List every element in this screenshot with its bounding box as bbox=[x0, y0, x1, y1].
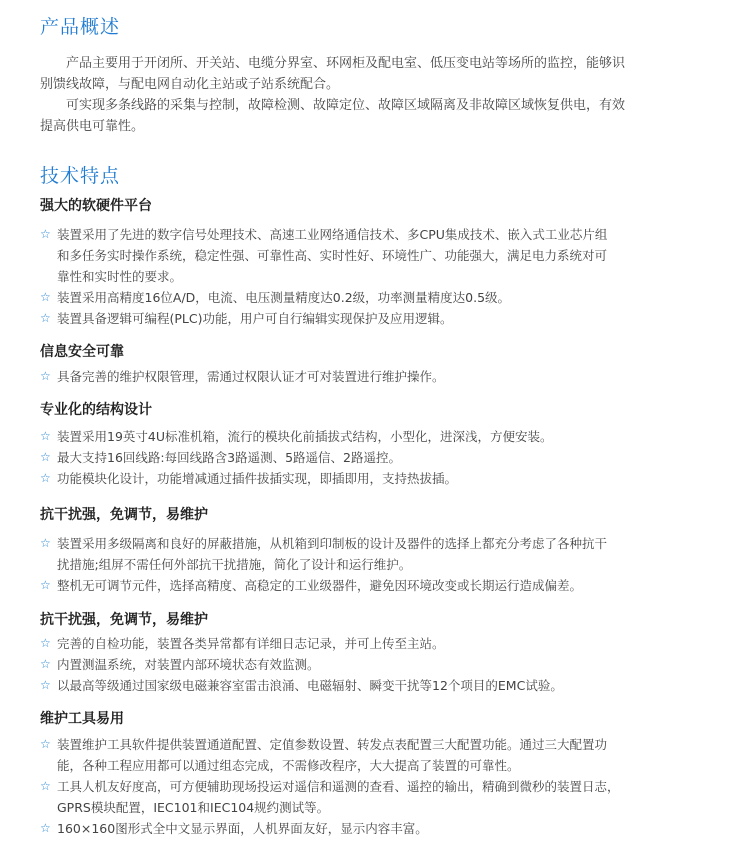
list-item: ☆ 最大支持16回线路:每回线路含3路遥测、5路遥信、2路遥控。 bbox=[40, 447, 695, 468]
list-item: ☆ 整机无可调节元件，选择高精度、高稳定的工业级器件，避免因环境改变或长期运行造成偏差。 bbox=[40, 575, 695, 596]
feature-list bbox=[40, 533, 695, 596]
section-heading: 抗干扰强，免调节，易维护 bbox=[40, 507, 208, 523]
feature-list bbox=[40, 633, 695, 696]
star-bullet-icon: ☆ bbox=[40, 657, 51, 671]
list-item: ☆ 装置采用19英寸4U标准机箱，流行的模块化前插拔式结构，小型化，进深浅，方便安装。 bbox=[40, 426, 695, 447]
overview-paragraph: 可实现多条线路的采集与控制，故障检测、故障定位、故障区域隔离及非故障区域恢复供电，有效 提高供电可靠性。 bbox=[40, 98, 626, 134]
section-heading: 信息安全可靠 bbox=[40, 344, 124, 360]
section-heading: 专业化的结构设计 bbox=[40, 402, 152, 418]
star-bullet-icon: ☆ bbox=[40, 779, 51, 793]
feature-list bbox=[40, 366, 695, 387]
feature-list bbox=[40, 734, 695, 839]
star-bullet-icon: ☆ bbox=[40, 636, 51, 650]
section-heading: 维护工具易用 bbox=[40, 711, 124, 727]
star-bullet-icon: ☆ bbox=[40, 578, 51, 592]
overview-body bbox=[40, 53, 690, 137]
section-heading: 抗干扰强，免调节，易维护 bbox=[40, 612, 208, 628]
star-bullet-icon: ☆ bbox=[40, 450, 51, 464]
star-bullet-icon: ☆ bbox=[40, 290, 51, 304]
list-item: ☆ 装置采用多级隔离和良好的屏蔽措施，从机箱到印制板的设计及器件的选择上都充分考虑了各种抗干 扰措施;组屏不需任何外部抗干扰措施，简化了设计和运行维护。 bbox=[40, 533, 695, 575]
list-item: ☆ 内置测温系统，对装置内部环境状态有效监测。 bbox=[40, 654, 695, 675]
list-item: ☆ 装置具备逻辑可编程(PLC)功能，用户可自行编辑实现保护及应用逻辑。 bbox=[40, 308, 695, 329]
star-bullet-icon: ☆ bbox=[40, 429, 51, 443]
section-heading: 强大的软硬件平台 bbox=[40, 198, 152, 214]
star-bullet-icon: ☆ bbox=[40, 678, 51, 692]
list-item: ☆ 装置采用了先进的数字信号处理技术、高速工业网络通信技术、多CPU集成技术、嵌入式工业芯片组 和多任务实时操作系统，稳定性强、可靠性高、实时性好、环境性广、功能强大，满足电力系统对可 靠性和实时性的要求。 bbox=[40, 224, 695, 287]
list-item: ☆ 160×160图形式全中文显示界面，人机界面友好，显示内容丰富。 bbox=[40, 818, 695, 839]
star-bullet-icon: ☆ bbox=[40, 471, 51, 485]
overview-paragraph: 产品主要用于开闭所、开关站、电缆分界室、环网柜及配电室、低压变电站等场所的监控，能够识 别馈线故障，与配电网自动化主站或子站系统配合。 bbox=[40, 56, 626, 92]
star-bullet-icon: ☆ bbox=[40, 737, 51, 751]
list-item: ☆ 装置维护工具软件提供装置通道配置、定值参数设置、转发点表配置三大配置功能。通过三大配置功 能，各种工程应用都可以通过组态完成，不需修改程序，大大提高了装置的可靠性。 bbox=[40, 734, 695, 776]
list-item: ☆ 装置采用高精度16位A/D，电流、电压测量精度达0.2级，功率测量精度达0.5级。 bbox=[40, 287, 695, 308]
features-title: 技术特点 bbox=[40, 165, 121, 187]
star-bullet-icon: ☆ bbox=[40, 227, 51, 241]
list-item: ☆ 功能模块化设计，功能增减通过插件拔插实现，即插即用，支持热拔插。 bbox=[40, 468, 695, 489]
feature-list bbox=[40, 224, 695, 329]
list-item: ☆ 以最高等级通过国家级电磁兼容室雷击浪涌、电磁辐射、瞬变干扰等12个项目的EMC试验。 bbox=[40, 675, 695, 696]
feature-list bbox=[40, 426, 695, 489]
star-bullet-icon: ☆ bbox=[40, 369, 51, 383]
star-bullet-icon: ☆ bbox=[40, 821, 51, 835]
overview-title: 产品概述 bbox=[40, 16, 121, 38]
star-bullet-icon: ☆ bbox=[40, 536, 51, 550]
list-item: ☆ 完善的自检功能，装置各类异常都有详细日志记录，并可上传至主站。 bbox=[40, 633, 695, 654]
list-item: ☆ 工具人机友好度高，可方便辅助现场投运对遥信和遥测的查看、遥控的输出，精确到微秒的装置日志， GPRS模块配置，IEC101和IEC104规约测试等。 bbox=[40, 776, 695, 818]
star-bullet-icon: ☆ bbox=[40, 311, 51, 325]
list-item: ☆ 具备完善的维护权限管理，需通过权限认证才可对装置进行维护操作。 bbox=[40, 366, 695, 387]
